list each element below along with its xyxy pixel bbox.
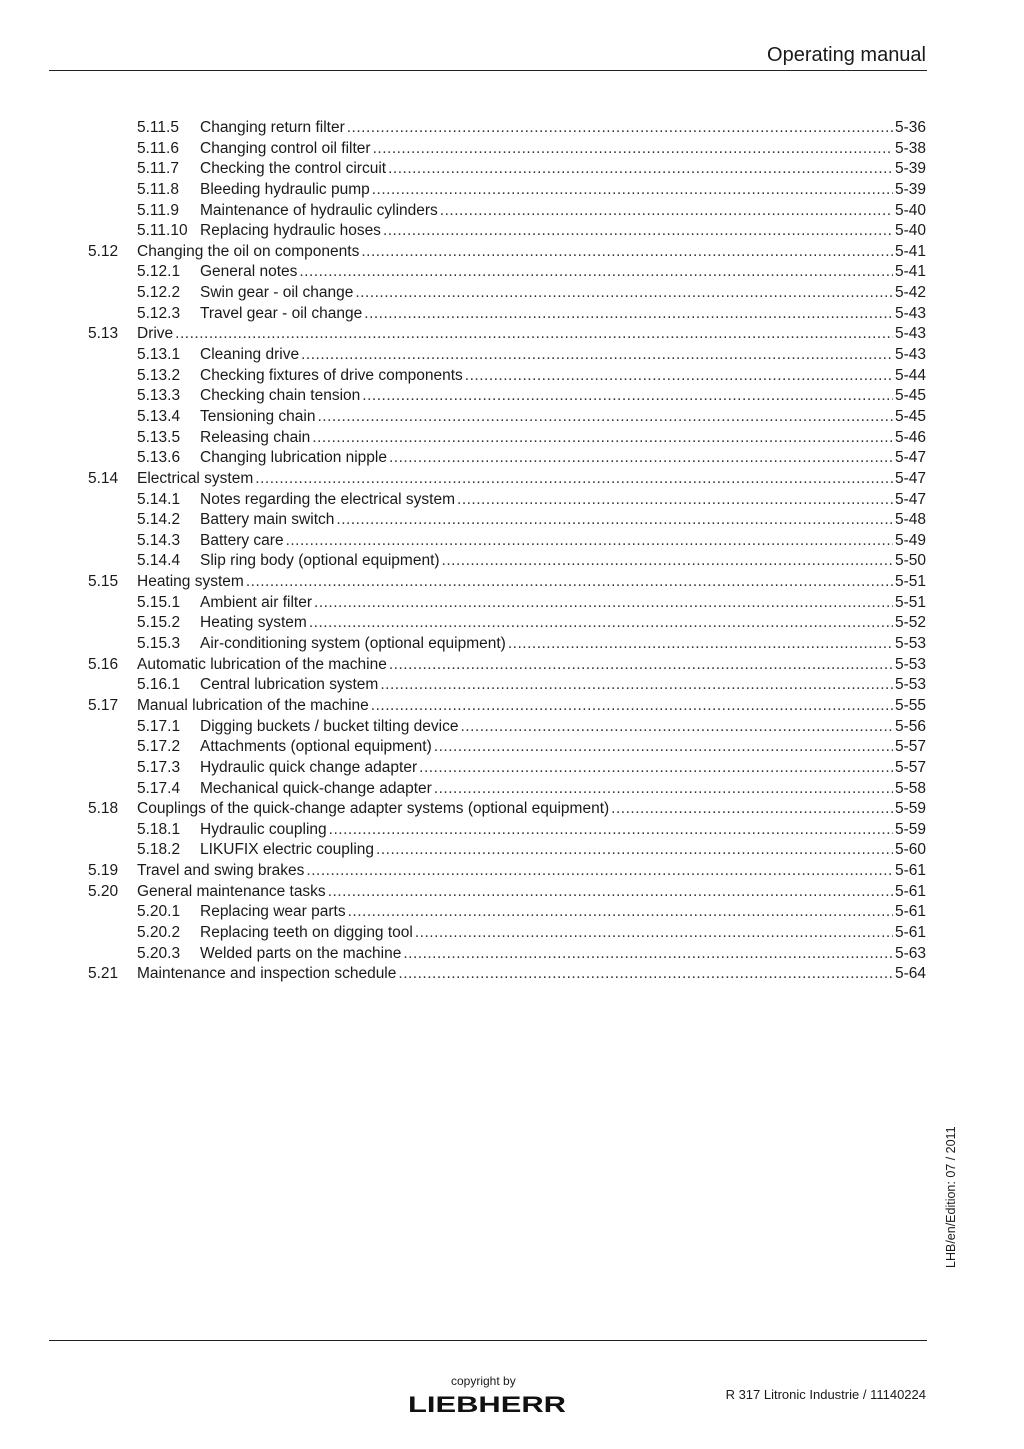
toc-entry-page: 5-49 — [894, 531, 926, 549]
toc-entry-line — [200, 345, 926, 366]
toc-entry — [0, 407, 1024, 428]
toc-entry-line — [137, 964, 926, 985]
toc-entry-title: Electrical system — [137, 469, 254, 487]
toc-entry-page: 5-61 — [894, 862, 926, 880]
toc-entry-title: LIKUFIX electric coupling — [200, 841, 375, 859]
toc-entry-line — [200, 510, 926, 531]
toc-entry-title: Changing return filter — [200, 119, 345, 136]
toc-entry — [0, 159, 1024, 180]
toc-entry-line — [200, 386, 926, 407]
toc-entry-number: 5.13.3 — [137, 387, 181, 405]
toc-entry-line — [200, 448, 926, 469]
toc-entry-page: 5-51 — [894, 593, 926, 611]
toc-entry-title: Checking chain tension — [200, 387, 361, 405]
toc-entry-title: Travel gear - oil change — [200, 304, 363, 322]
toc-entry-title: Swin gear - oil change — [200, 284, 354, 302]
toc-entry-page: 5-46 — [894, 428, 926, 446]
toc-entry-number: 5.12.3 — [137, 304, 181, 322]
toc-entry-line — [200, 531, 926, 552]
toc-entry — [0, 861, 1024, 882]
toc-entry — [0, 779, 1024, 800]
toc-dot-leader — [383, 221, 893, 242]
toc-entry-line — [137, 655, 926, 676]
toc-dot-leader — [312, 428, 893, 449]
toc-entry-line — [137, 572, 926, 593]
toc-entry-title: Heating system — [137, 573, 244, 591]
table-of-contents — [0, 118, 1024, 985]
toc-dot-leader — [415, 923, 893, 944]
toc-entry-page: 5-56 — [894, 717, 926, 735]
toc-dot-leader — [442, 551, 893, 572]
toc-entry — [0, 242, 1024, 263]
toc-entry-line — [200, 180, 926, 201]
toc-entry-line — [200, 366, 926, 387]
toc-dot-leader — [255, 469, 893, 490]
toc-entry-line — [200, 593, 926, 614]
toc-entry-title: Maintenance and inspection schedule — [137, 965, 397, 983]
toc-dot-leader — [434, 779, 893, 800]
toc-entry-title: Battery care — [200, 531, 284, 549]
toc-entry-number: 5.17 — [88, 696, 119, 714]
toc-entry-line — [137, 799, 926, 820]
toc-entry-page: 5-59 — [894, 800, 926, 818]
toc-entry — [0, 428, 1024, 449]
toc-entry-number: 5.18.2 — [137, 841, 181, 859]
toc-entry-line — [200, 758, 926, 779]
toc-entry-page: 5-40 — [894, 201, 926, 219]
toc-entry-line — [200, 407, 926, 428]
toc-entry-title: Hydraulic coupling — [200, 820, 327, 838]
toc-entry-line — [200, 283, 926, 304]
toc-entry-number: 5.13 — [88, 325, 119, 343]
toc-entry-line — [200, 779, 926, 800]
toc-entry-number: 5.14.2 — [137, 511, 181, 529]
toc-entry-page: 5-53 — [894, 655, 926, 673]
toc-entry-title: Releasing chain — [200, 428, 311, 446]
toc-entry-page: 5-55 — [894, 696, 926, 714]
toc-entry-title: Automatic lubrication of the machine — [137, 655, 387, 673]
toc-entry — [0, 531, 1024, 552]
toc-entry-page: 5-41 — [894, 242, 926, 260]
toc-entry-page: 5-47 — [894, 449, 926, 467]
toc-entry-title: Digging buckets / bucket tilting device — [200, 717, 459, 735]
toc-entry-title: Notes regarding the electrical system — [200, 490, 456, 508]
toc-entry-page: 5-52 — [894, 614, 926, 632]
toc-dot-leader — [389, 655, 893, 676]
toc-dot-leader — [508, 634, 893, 655]
toc-entry-page: 5-43 — [894, 304, 926, 322]
toc-entry-number: 5.12.1 — [137, 263, 181, 281]
toc-entry-page: 5-53 — [894, 635, 926, 653]
toc-entry — [0, 675, 1024, 696]
toc-entry-title: Replacing hydraulic hoses — [200, 222, 381, 240]
toc-dot-leader — [286, 531, 893, 552]
toc-dot-leader — [611, 799, 893, 820]
toc-entry — [0, 613, 1024, 634]
toc-entry-line — [200, 634, 926, 655]
toc-entry-title: Bleeding hydraulic pump — [200, 180, 370, 198]
toc-entry-title: Ambient air filter — [200, 593, 312, 611]
toc-entry — [0, 386, 1024, 407]
logo-text: LIEBHERR — [408, 1393, 567, 1415]
toc-entry-line — [200, 428, 926, 449]
toc-entry-page: 5-40 — [894, 222, 926, 240]
toc-dot-leader — [329, 820, 893, 841]
toc-dot-leader — [306, 861, 893, 882]
toc-entry — [0, 902, 1024, 923]
page-header-title: Operating manual — [767, 44, 926, 66]
toc-entry-number: 5.12 — [88, 242, 119, 260]
toc-entry — [0, 944, 1024, 965]
toc-entry-line — [200, 840, 926, 861]
toc-entry-number: 5.21 — [88, 965, 119, 983]
toc-entry-title: Slip ring body (optional equipment) — [200, 552, 440, 570]
document-id: R 317 Litronic Industrie / 11140224 — [725, 1387, 926, 1402]
toc-entry-number: 5.14.1 — [137, 490, 181, 508]
toc-entry-page: 5-60 — [894, 841, 926, 859]
toc-entry-title: Travel and swing brakes — [137, 862, 305, 880]
toc-entry-number: 5.20 — [88, 882, 119, 900]
toc-dot-leader — [175, 324, 893, 345]
toc-dot-leader — [388, 159, 893, 180]
toc-entry-line — [200, 304, 926, 325]
toc-entry-page: 5-58 — [894, 779, 926, 797]
toc-entry-page: 5-42 — [894, 284, 926, 302]
toc-entry — [0, 551, 1024, 572]
toc-entry-line — [137, 861, 926, 882]
toc-entry-page: 5-47 — [894, 469, 926, 487]
toc-entry-page: 5-38 — [894, 139, 926, 157]
toc-entry-line — [200, 820, 926, 841]
toc-entry-line — [137, 882, 926, 903]
toc-entry-title: Air-conditioning system (optional equipment) — [200, 635, 506, 653]
toc-entry — [0, 634, 1024, 655]
toc-entry — [0, 490, 1024, 511]
toc-dot-leader — [336, 510, 893, 531]
toc-entry — [0, 758, 1024, 779]
toc-entry-line — [200, 201, 926, 222]
toc-entry-page: 5-43 — [894, 325, 926, 343]
toc-entry-line — [200, 262, 926, 283]
toc-entry — [0, 696, 1024, 717]
toc-entry-number: 5.20.3 — [137, 944, 181, 962]
toc-entry-number: 5.17.1 — [137, 717, 181, 735]
toc-entry — [0, 799, 1024, 820]
toc-entry-title: Changing lubrication nipple — [200, 449, 387, 467]
toc-entry-page: 5-61 — [894, 923, 926, 941]
toc-entry-number: 5.14 — [88, 469, 119, 487]
toc-dot-leader — [419, 758, 893, 779]
toc-dot-leader — [317, 407, 892, 428]
toc-entry-title: General maintenance tasks — [137, 882, 326, 900]
toc-entry-number: 5.17.4 — [137, 779, 181, 797]
toc-entry-line — [200, 902, 926, 923]
toc-entry-page: 5-57 — [894, 738, 926, 756]
toc-entry-line — [137, 242, 926, 263]
toc-entry-title: Tensioning chain — [200, 407, 316, 425]
toc-dot-leader — [371, 696, 893, 717]
toc-entry-title: Central lubrication system — [200, 676, 379, 694]
toc-entry-line — [200, 675, 926, 696]
toc-entry — [0, 923, 1024, 944]
toc-entry-title: Drive — [137, 325, 174, 343]
toc-entry-title: Changing control oil filter — [200, 139, 371, 157]
toc-entry-page: 5-43 — [894, 346, 926, 364]
toc-entry-page: 5-36 — [894, 119, 926, 136]
toc-entry-line — [200, 139, 926, 160]
toc-dot-leader — [309, 613, 893, 634]
toc-entry-page: 5-44 — [894, 366, 926, 384]
toc-entry-number: 5.11.9 — [137, 201, 179, 219]
toc-entry-page: 5-39 — [894, 180, 926, 198]
toc-dot-leader — [465, 366, 893, 387]
footer-rule — [49, 1340, 927, 1341]
toc-entry-title: Replacing wear parts — [200, 903, 346, 921]
toc-dot-leader — [403, 944, 893, 965]
toc-entry-page: 5-64 — [894, 965, 926, 983]
toc-entry-number: 5.15.2 — [137, 614, 181, 632]
toc-entry-page: 5-57 — [894, 758, 926, 776]
toc-entry-line — [200, 159, 926, 180]
toc-entry-title: Replacing teeth on digging tool — [200, 923, 413, 941]
toc-entry — [0, 324, 1024, 345]
toc-entry — [0, 593, 1024, 614]
toc-entry-page: 5-45 — [894, 407, 926, 425]
toc-entry — [0, 840, 1024, 861]
toc-entry-page: 5-61 — [894, 882, 926, 900]
toc-entry-page: 5-53 — [894, 676, 926, 694]
toc-entry-number: 5.15.3 — [137, 635, 181, 653]
toc-entry — [0, 964, 1024, 985]
toc-dot-leader — [364, 304, 893, 325]
toc-entry — [0, 139, 1024, 160]
toc-entry-line — [137, 324, 926, 345]
toc-entry — [0, 345, 1024, 366]
toc-entry-number: 5.17.3 — [137, 758, 181, 776]
toc-dot-leader — [389, 448, 893, 469]
toc-entry-number: 5.11.10 — [137, 222, 188, 240]
toc-entry-page: 5-47 — [894, 490, 926, 508]
toc-entry-page: 5-61 — [894, 903, 926, 921]
toc-entry-page: 5-41 — [894, 263, 926, 281]
header-rule — [49, 70, 927, 71]
toc-entry-number: 5.16.1 — [137, 676, 181, 694]
toc-entry — [0, 655, 1024, 676]
toc-entry-number: 5.14.4 — [137, 552, 181, 570]
toc-entry-title: Mechanical quick-change adapter — [200, 779, 432, 797]
toc-entry-line — [200, 944, 926, 965]
liebherr-logo — [407, 1393, 567, 1415]
toc-entry — [0, 180, 1024, 201]
toc-entry-page: 5-45 — [894, 387, 926, 405]
toc-dot-leader — [246, 572, 893, 593]
toc-entry-number: 5.13.1 — [137, 346, 181, 364]
toc-entry — [0, 366, 1024, 387]
toc-entry-number: 5.11.6 — [137, 139, 179, 157]
toc-dot-leader — [362, 386, 893, 407]
toc-entry-page: 5-50 — [894, 552, 926, 570]
toc-entry — [0, 118, 1024, 139]
toc-dot-leader — [328, 882, 893, 903]
toc-entry — [0, 820, 1024, 841]
toc-entry-title: Battery main switch — [200, 511, 335, 529]
toc-entry — [0, 201, 1024, 222]
edition-note: LHB/en/Edition: 07 / 2011 — [944, 1126, 958, 1268]
toc-entry-title: Heating system — [200, 614, 307, 632]
toc-entry-number: 5.11.8 — [137, 180, 179, 198]
toc-entry — [0, 283, 1024, 304]
toc-entry-title: Maintenance of hydraulic cylinders — [200, 201, 438, 219]
toc-entry — [0, 882, 1024, 903]
toc-entry-line — [200, 613, 926, 634]
toc-dot-leader — [373, 139, 893, 160]
toc-entry — [0, 572, 1024, 593]
toc-dot-leader — [361, 242, 893, 263]
toc-dot-leader — [398, 964, 893, 985]
toc-entry-number: 5.14.3 — [137, 531, 181, 549]
toc-entry — [0, 717, 1024, 738]
toc-entry-number: 5.13.5 — [137, 428, 181, 446]
toc-entry-title: General notes — [200, 263, 298, 281]
toc-entry-line — [137, 696, 926, 717]
toc-dot-leader — [347, 118, 893, 139]
toc-entry-line — [200, 118, 926, 139]
toc-entry — [0, 304, 1024, 325]
toc-entry-number: 5.11.7 — [137, 160, 179, 178]
toc-entry-line — [200, 551, 926, 572]
toc-entry-title: Welded parts on the machine — [200, 944, 402, 962]
toc-dot-leader — [457, 490, 893, 511]
toc-dot-leader — [440, 201, 893, 222]
toc-entry-number: 5.15 — [88, 573, 119, 591]
toc-entry-number: 5.20.2 — [137, 923, 181, 941]
toc-entry-number: 5.13.6 — [137, 449, 181, 467]
toc-entry — [0, 737, 1024, 758]
toc-entry-number: 5.18.1 — [137, 820, 181, 838]
toc-entry-title: Attachments (optional equipment) — [200, 738, 432, 756]
toc-entry-number: 5.11.5 — [137, 119, 179, 136]
toc-dot-leader — [301, 345, 893, 366]
toc-dot-leader — [348, 902, 893, 923]
toc-dot-leader — [299, 262, 893, 283]
toc-entry-line — [200, 717, 926, 738]
toc-entry-title: Checking fixtures of drive components — [200, 366, 463, 384]
toc-entry-line — [200, 221, 926, 242]
toc-dot-leader — [380, 675, 893, 696]
toc-entry-number: 5.18 — [88, 800, 119, 818]
toc-dot-leader — [355, 283, 893, 304]
toc-entry-page: 5-51 — [894, 573, 926, 591]
toc-entry-number: 5.17.2 — [137, 738, 181, 756]
toc-entry-title: Changing the oil on components — [137, 242, 360, 260]
toc-entry-title: Manual lubrication of the machine — [137, 696, 369, 714]
toc-entry-number: 5.13.4 — [137, 407, 181, 425]
toc-entry-line — [137, 469, 926, 490]
toc-entry-page: 5-48 — [894, 511, 926, 529]
toc-entry-line — [200, 490, 926, 511]
toc-entry-number: 5.20.1 — [137, 903, 181, 921]
toc-entry-title: Couplings of the quick-change adapter systems (optional equipment) — [137, 800, 610, 818]
toc-entry-line — [200, 923, 926, 944]
toc-dot-leader — [372, 180, 893, 201]
toc-dot-leader — [434, 737, 893, 758]
toc-entry — [0, 221, 1024, 242]
toc-entry-number: 5.16 — [88, 655, 119, 673]
toc-entry-number: 5.12.2 — [137, 284, 181, 302]
toc-entry-page: 5-39 — [894, 160, 926, 178]
toc-entry-title: Cleaning drive — [200, 346, 300, 364]
toc-entry-title: Checking the control circuit — [200, 160, 387, 178]
toc-entry — [0, 448, 1024, 469]
toc-dot-leader — [314, 593, 893, 614]
toc-entry-page: 5-59 — [894, 820, 926, 838]
toc-entry-title: Hydraulic quick change adapter — [200, 758, 418, 776]
toc-dot-leader — [460, 717, 892, 738]
toc-entry-number: 5.15.1 — [137, 593, 181, 611]
toc-entry — [0, 469, 1024, 490]
toc-entry-number: 5.19 — [88, 862, 119, 880]
toc-entry-page: 5-63 — [894, 944, 926, 962]
toc-entry-number: 5.13.2 — [137, 366, 181, 384]
toc-entry-line — [200, 737, 926, 758]
toc-entry — [0, 262, 1024, 283]
copyright-label: copyright by — [451, 1374, 516, 1388]
toc-entry — [0, 510, 1024, 531]
toc-dot-leader — [376, 840, 893, 861]
